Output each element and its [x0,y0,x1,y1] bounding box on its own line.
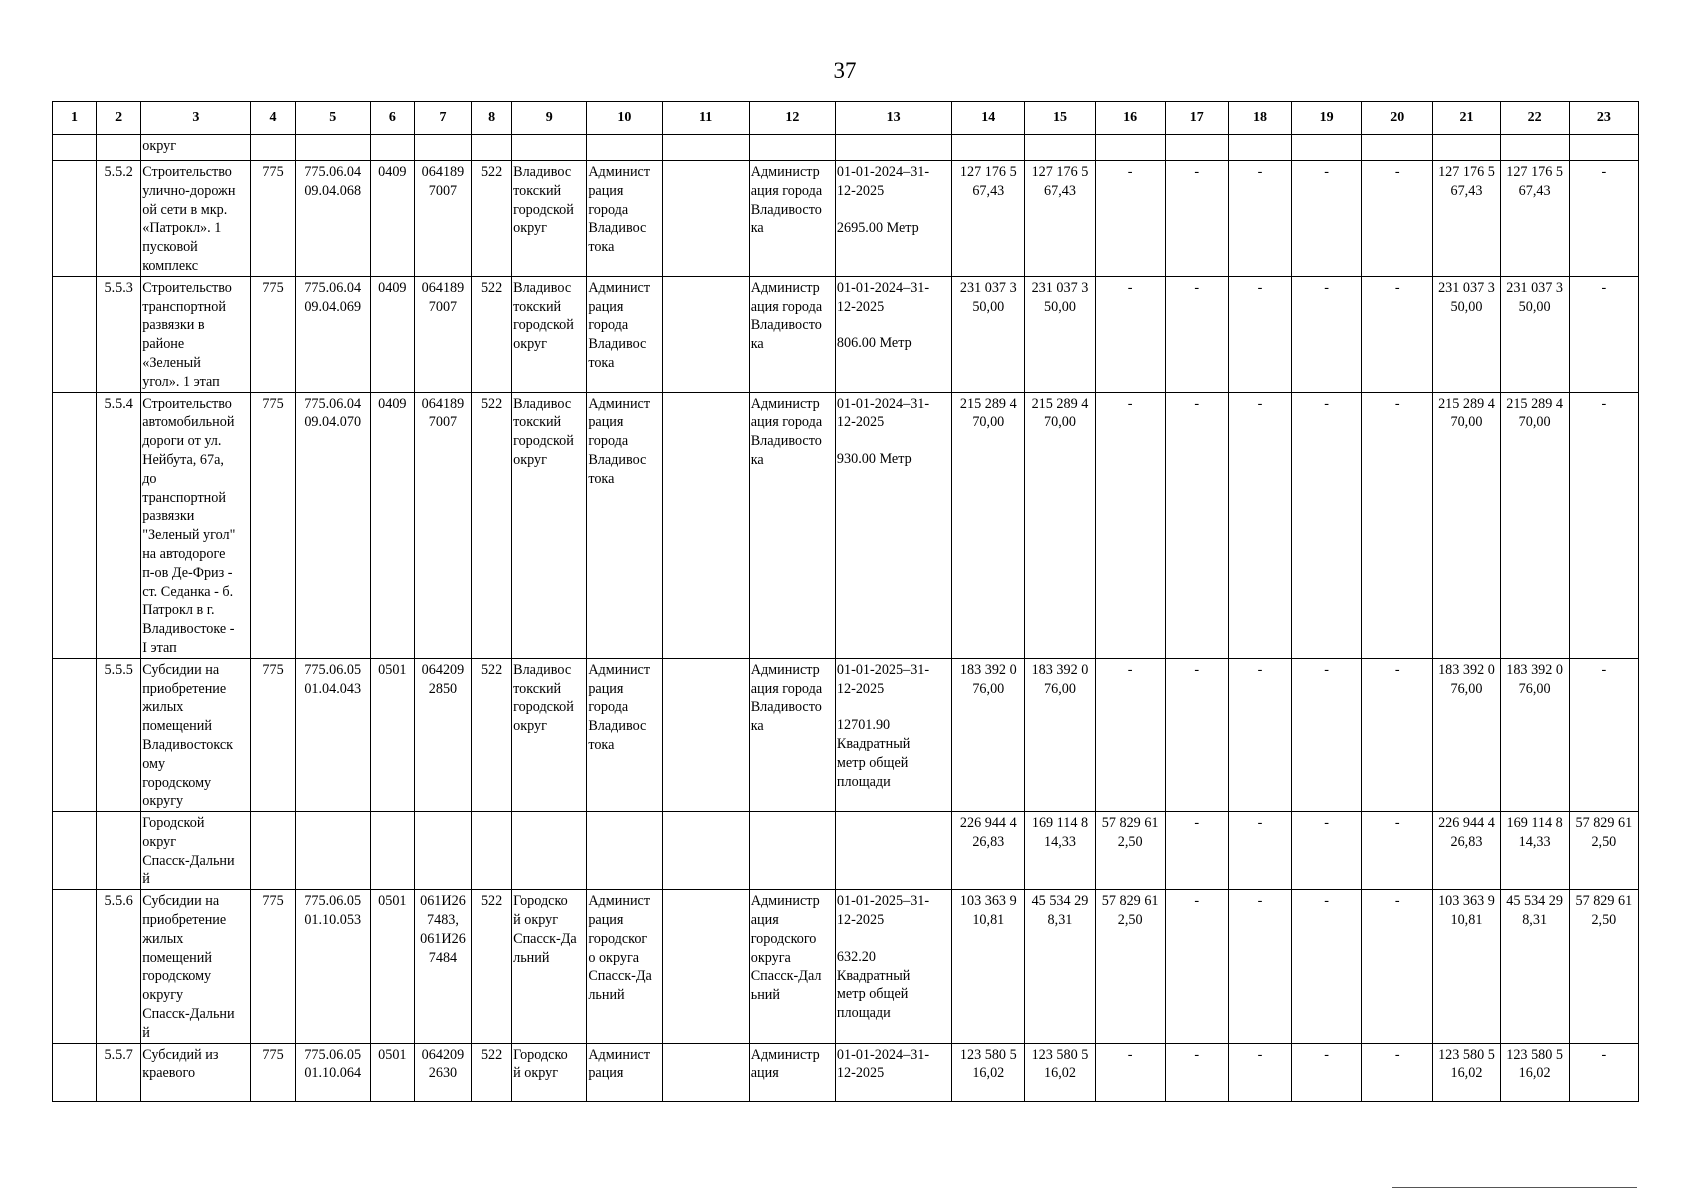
table-row [53,161,1639,277]
cell-col-23: - [1569,658,1638,811]
column-header-18: 18 [1228,102,1291,135]
cell-col-18: - [1228,161,1291,277]
cell-col-23: 57 829 61 2,50 [1569,890,1638,1043]
cell-col-19: - [1292,658,1362,811]
column-header-9: 9 [512,102,587,135]
cell-col-3: Субсидии на приобретение жилых помещений городскому округу Спасск-Дальни й [141,890,251,1043]
cell-col-8: 522 [472,890,512,1043]
cell-col-18: - [1228,1043,1291,1102]
cell-col-15 [1025,135,1095,161]
cell-col-9: Владивос токский городской округ [512,658,587,811]
cell-col-20 [1362,135,1433,161]
table-row [53,135,1639,161]
cell-col-12: Администр ация городского округа Спасск-Дал ьний [749,890,835,1043]
cell-col-9: Владивос токский городской округ [512,392,587,658]
cell-col-12: Администр ация города Владивосто ка [749,276,835,392]
cell-col-15: 127 176 5 67,43 [1025,161,1095,277]
cell-col-23: - [1569,392,1638,658]
cell-col-5: 775.06.04 09.04.070 [295,392,370,658]
cell-col-19: - [1292,276,1362,392]
cell-col-3: Строительство автомобильной дороги от ул. Нейбута, 67а, до транспортной развязки "Зеленый угол" на автодороге п-ов Де-Фриз - ст. Седанка - б. Патрокл в г. Владивостоке - I этап [141,392,251,658]
table-row [53,812,1639,890]
cell-col-5 [295,812,370,890]
cell-col-21: 183 392 0 76,00 [1433,658,1500,811]
cell-col-15: 123 580 5 16,02 [1025,1043,1095,1102]
cell-col-8: 522 [472,276,512,392]
cell-col-20: - [1362,658,1433,811]
column-header-21: 21 [1433,102,1500,135]
cell-col-21: 123 580 5 16,02 [1433,1043,1500,1102]
page-number: 37 [833,58,857,83]
cell-col-19: - [1292,1043,1362,1102]
cell-col-17 [1165,135,1228,161]
cell-col-19: - [1292,890,1362,1043]
cell-col-13 [835,812,951,890]
cell-col-16: - [1095,161,1165,277]
column-header-10: 10 [587,102,662,135]
cell-col-11 [662,276,749,392]
cell-col-13 [835,135,951,161]
cell-col-18: - [1228,812,1291,890]
column-header-23: 23 [1569,102,1638,135]
cell-col-12: Администр ация [749,1043,835,1102]
column-header-6: 6 [370,102,414,135]
cell-col-3: Субсидий из краевого [141,1043,251,1102]
cell-col-10: Админист рация городског о округа Спасск-Да льний [587,890,662,1043]
cell-col-20: - [1362,1043,1433,1102]
cell-col-14: 183 392 0 76,00 [952,658,1025,811]
cell-col-14: 103 363 9 10,81 [952,890,1025,1043]
cell-col-6: 0501 [370,658,414,811]
cell-col-2: 5.5.7 [97,1043,141,1102]
cell-col-6: 0501 [370,1043,414,1102]
cell-col-12: Администр ация города Владивосто ка [749,658,835,811]
cell-col-21 [1433,135,1500,161]
cell-col-4 [251,135,295,161]
cell-col-14 [952,135,1025,161]
cell-period: 01-01-2024–31- 12-2025 [836,1046,930,1082]
cell-col-4: 775 [251,1043,295,1102]
column-header-12: 12 [749,102,835,135]
cell-col-9: Городско й округ Спасск-Да льний [512,890,587,1043]
cell-col-7 [414,135,471,161]
cell-col-13 [835,392,951,658]
cell-col-21: 215 289 4 70,00 [1433,392,1500,658]
cell-col-8: 522 [472,392,512,658]
cell-col-13 [835,161,951,277]
cell-col-13 [835,890,951,1043]
cell-col-9: Владивос токский городской округ [512,276,587,392]
cell-col-22: 231 037 3 50,00 [1500,276,1569,392]
cell-col-8: 522 [472,1043,512,1102]
cell-col-3: Строительство улично-дорожн ой сети в мкр. «Патрокл». 1 пусковой комплекс [141,161,251,277]
cell-col-4: 775 [251,161,295,277]
cell-col-15: 45 534 29 8,31 [1025,890,1095,1043]
cell-period: 01-01-2024–31- 12-2025 [836,164,930,199]
cell-period: 01-01-2024–31- 12-2025 [836,395,930,431]
cell-col-2 [97,135,141,161]
cell-col-3: Субсидии на приобретение жилых помещений Владивостокск ому городскому округу [141,658,251,811]
cell-col-18: - [1228,658,1291,811]
cell-col-20: - [1362,161,1433,277]
cell-col-14: 215 289 4 70,00 [952,392,1025,658]
cell-col-12: Администр ация города Владивосто ка [749,392,835,658]
cell-col-20: - [1362,812,1433,890]
cell-col-20: - [1362,276,1433,392]
cell-col-1 [53,161,97,277]
cell-indicator: 12701.90 Квадратный метр общей площади [836,717,911,790]
column-header-2: 2 [97,102,141,135]
cell-col-13 [835,276,951,392]
cell-col-22: 215 289 4 70,00 [1500,392,1569,658]
cell-col-1 [53,1043,97,1102]
cell-col-6: 0409 [370,276,414,392]
cell-col-15: 183 392 0 76,00 [1025,658,1095,811]
column-header-8: 8 [472,102,512,135]
cell-col-12: Администр ация города Владивосто ка [749,161,835,277]
cell-col-19: - [1292,812,1362,890]
column-header-17: 17 [1165,102,1228,135]
cell-col-14: 231 037 3 50,00 [952,276,1025,392]
cell-col-4: 775 [251,890,295,1043]
cell-col-23 [1569,135,1638,161]
cell-col-9: Владивос токский городской округ [512,161,587,277]
cell-col-23: - [1569,276,1638,392]
cell-col-23: - [1569,1043,1638,1102]
cell-col-7: 064209 2630 [414,1043,471,1102]
cell-col-8: 522 [472,161,512,277]
cell-period: 01-01-2025–31- 12-2025 [836,661,930,697]
cell-col-7: 064189 7007 [414,392,471,658]
cell-col-22: 127 176 5 67,43 [1500,161,1569,277]
cell-col-5 [295,135,370,161]
cell-col-11 [662,658,749,811]
column-header-row [53,102,1639,135]
cell-col-2: 5.5.4 [97,392,141,658]
cell-col-6: 0501 [370,890,414,1043]
cell-col-10: Админист рация города Владивос тока [587,392,662,658]
cell-col-6 [370,812,414,890]
cell-col-12 [749,812,835,890]
cell-col-15: 169 114 8 14,33 [1025,812,1095,890]
cell-col-8: 522 [472,658,512,811]
column-header-3: 3 [141,102,251,135]
column-header-16: 16 [1095,102,1165,135]
cell-col-4: 775 [251,392,295,658]
cell-col-3: Городской округ Спасск-Дальни й [141,812,251,890]
column-header-1: 1 [53,102,97,135]
table-row [53,1043,1639,1102]
cell-col-21: 103 363 9 10,81 [1433,890,1500,1043]
cell-col-22: 123 580 5 16,02 [1500,1043,1569,1102]
cell-col-19: - [1292,161,1362,277]
cell-col-3: округ [141,135,251,161]
cell-col-2: 5.5.3 [97,276,141,392]
cell-col-16: - [1095,392,1165,658]
cell-col-5: 775.06.05 01.04.043 [295,658,370,811]
cell-col-11 [662,1043,749,1102]
column-header-22: 22 [1500,102,1569,135]
cell-col-1 [53,812,97,890]
cell-col-22 [1500,135,1569,161]
cell-col-4: 775 [251,658,295,811]
table-row [53,890,1639,1043]
cell-col-18 [1228,135,1291,161]
cell-col-10: Админист рация [587,1043,662,1102]
cell-col-16: 57 829 61 2,50 [1095,812,1165,890]
column-header-4: 4 [251,102,295,135]
cell-col-10: Админист рация города Владивос тока [587,161,662,277]
cell-col-7 [414,812,471,890]
cell-col-19: - [1292,392,1362,658]
cell-col-22: 169 114 8 14,33 [1500,812,1569,890]
cell-col-9 [512,812,587,890]
table-row [53,392,1639,658]
cell-col-6 [370,135,414,161]
cell-col-19 [1292,135,1362,161]
cell-col-14: 226 944 4 26,83 [952,812,1025,890]
cell-col-21: 231 037 3 50,00 [1433,276,1500,392]
cell-col-7: 061И26 7483, 061И26 7484 [414,890,471,1043]
column-header-14: 14 [952,102,1025,135]
cell-col-7: 064189 7007 [414,276,471,392]
column-header-15: 15 [1025,102,1095,135]
cell-indicator: 806.00 Метр [836,335,912,352]
cell-col-5: 775.06.04 09.04.068 [295,161,370,277]
cell-col-10 [587,135,662,161]
cell-col-11 [662,890,749,1043]
cell-col-1 [53,276,97,392]
column-header-7: 7 [414,102,471,135]
cell-col-22: 45 534 29 8,31 [1500,890,1569,1043]
cell-col-2 [97,812,141,890]
cell-col-15: 215 289 4 70,00 [1025,392,1095,658]
cell-col-2: 5.5.5 [97,658,141,811]
budget-table [52,101,1639,1102]
cell-col-7: 064209 2850 [414,658,471,811]
cell-col-11 [662,812,749,890]
cell-indicator: 632.20 Квадратный метр общей площади [836,948,911,1022]
cell-col-17: - [1165,890,1228,1043]
cell-col-11 [662,135,749,161]
cell-col-21: 127 176 5 67,43 [1433,161,1500,277]
cell-col-10: Админист рация города Владивос тока [587,658,662,811]
cell-col-17: - [1165,658,1228,811]
table-row [53,276,1639,392]
cell-col-16 [1095,135,1165,161]
cell-col-16: 57 829 61 2,50 [1095,890,1165,1043]
cell-col-8 [472,812,512,890]
cell-indicator: 930.00 Метр [836,451,912,468]
column-header-20: 20 [1362,102,1433,135]
cell-col-18: - [1228,392,1291,658]
cell-col-2: 5.5.2 [97,161,141,277]
cell-col-17: - [1165,161,1228,277]
cell-col-1 [53,890,97,1043]
cell-col-11 [662,392,749,658]
cell-col-17: - [1165,276,1228,392]
cell-col-13 [835,1043,951,1102]
cell-col-21: 226 944 4 26,83 [1433,812,1500,890]
cell-col-17: - [1165,1043,1228,1102]
cell-col-9: Городско й округ [512,1043,587,1102]
cell-col-2: 5.5.6 [97,890,141,1043]
cell-col-14: 127 176 5 67,43 [952,161,1025,277]
cell-col-23: 57 829 61 2,50 [1569,812,1638,890]
column-header-11: 11 [662,102,749,135]
cell-col-10 [587,812,662,890]
column-header-13: 13 [835,102,951,135]
cell-col-14: 123 580 5 16,02 [952,1043,1025,1102]
cell-col-20: - [1362,890,1433,1043]
cell-col-23: - [1569,161,1638,277]
cell-col-16: - [1095,276,1165,392]
cell-period: 01-01-2025–31- 12-2025 [836,893,930,929]
cell-col-17: - [1165,392,1228,658]
cell-col-18: - [1228,276,1291,392]
cell-period: 01-01-2024–31- 12-2025 [836,279,930,315]
cell-col-18: - [1228,890,1291,1043]
cell-col-1 [53,135,97,161]
bottom-rule [1392,1187,1637,1188]
cell-col-11 [662,161,749,277]
cell-col-16: - [1095,1043,1165,1102]
cell-col-16: - [1095,658,1165,811]
cell-col-22: 183 392 0 76,00 [1500,658,1569,811]
cell-col-7: 064189 7007 [414,161,471,277]
table-body [53,102,1639,1102]
column-header-5: 5 [295,102,370,135]
cell-col-15: 231 037 3 50,00 [1025,276,1095,392]
cell-col-1 [53,392,97,658]
cell-col-13 [835,658,951,811]
cell-col-10: Админист рация города Владивос тока [587,276,662,392]
column-header-19: 19 [1292,102,1362,135]
table-row [53,658,1639,811]
cell-indicator: 2695.00 Метр [836,219,919,236]
cell-col-4 [251,812,295,890]
cell-col-6: 0409 [370,161,414,277]
cell-col-5: 775.06.05 01.10.053 [295,890,370,1043]
cell-col-5: 775.06.04 09.04.069 [295,276,370,392]
cell-col-17: - [1165,812,1228,890]
cell-col-5: 775.06.05 01.10.064 [295,1043,370,1102]
cell-col-8 [472,135,512,161]
cell-col-20: - [1362,392,1433,658]
cell-col-1 [53,658,97,811]
cell-col-6: 0409 [370,392,414,658]
cell-col-9 [512,135,587,161]
cell-col-12 [749,135,835,161]
cell-col-3: Строительство транспортной развязки в районе «Зеленый угол». 1 этап [141,276,251,392]
cell-col-4: 775 [251,276,295,392]
